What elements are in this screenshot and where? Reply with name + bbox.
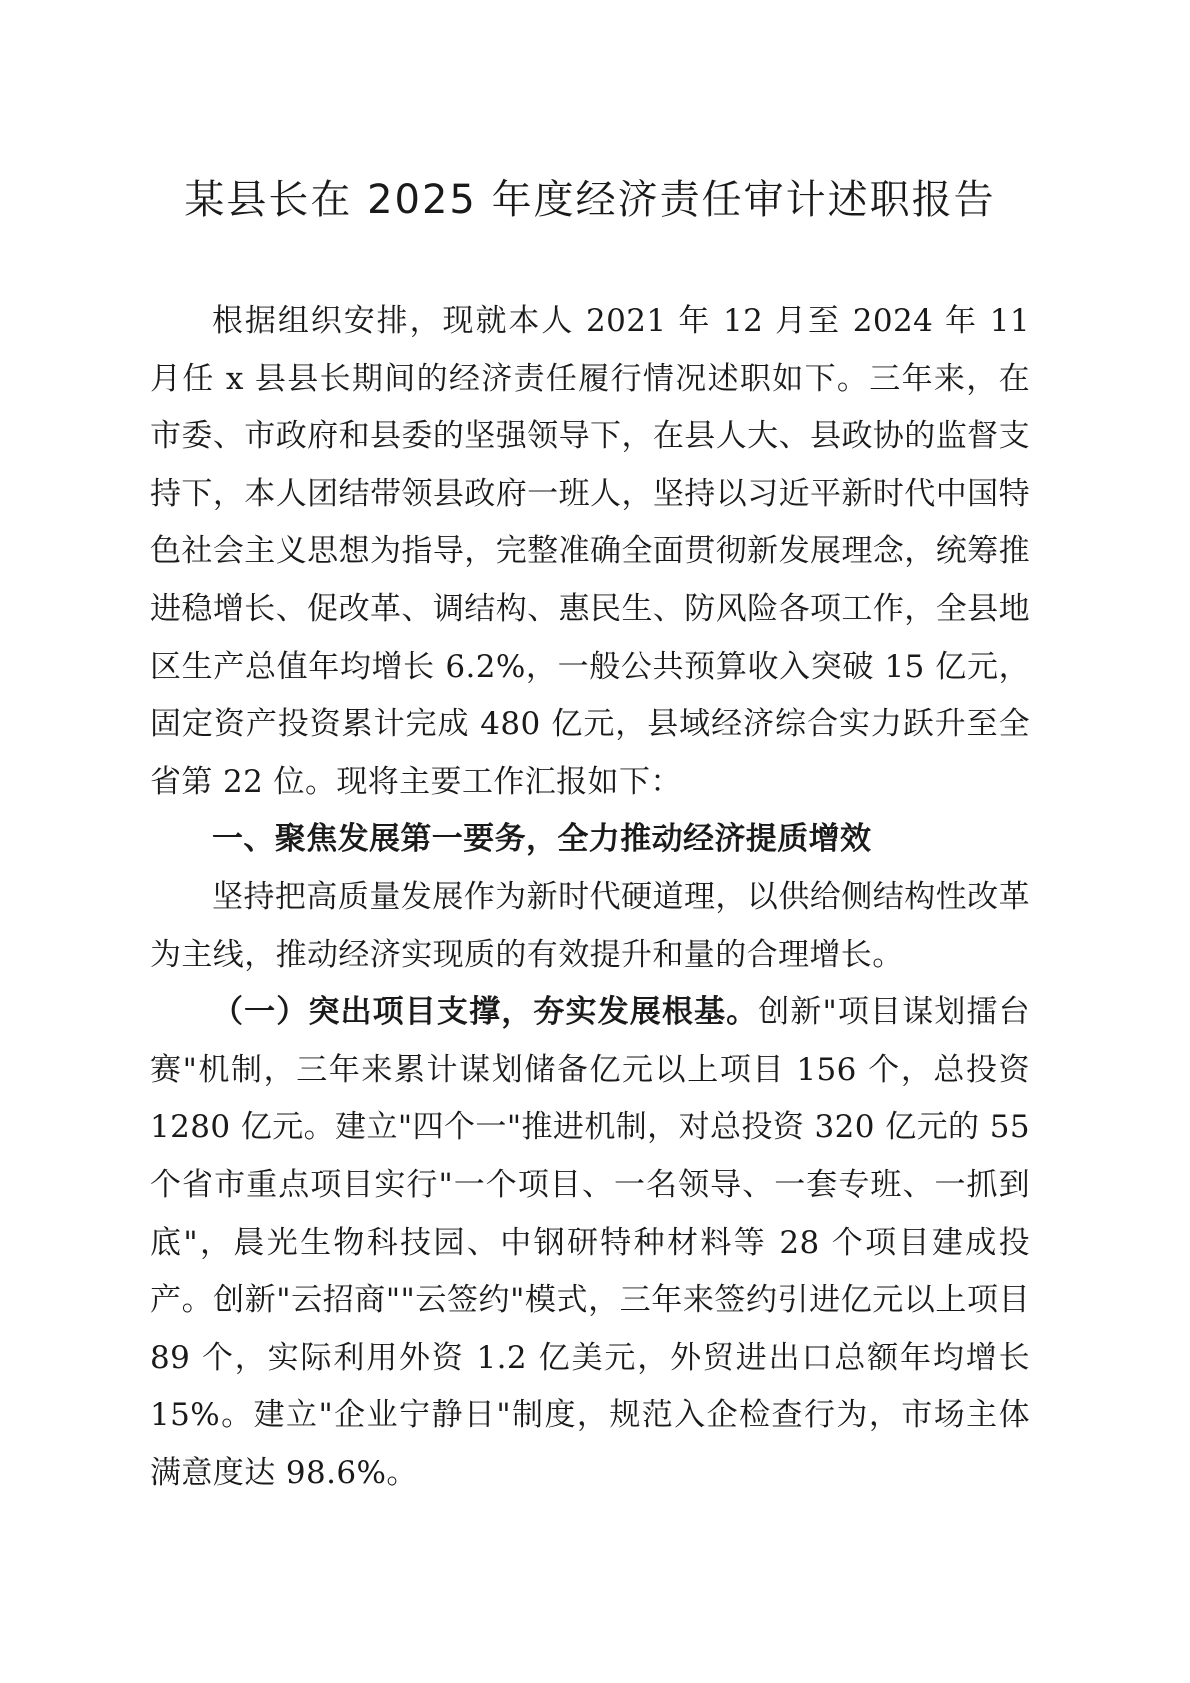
subsection-1-text: 创新"项目谋划擂台赛"机制，三年来累计谋划储备亿元以上项目 156 个，总投资 1280 亿元。建立"四个一"推进机制，对总投资 320 亿元的 55 个省市重点项目实行"一个项目、一名领导、一套专班、一抓到底"，晨光生物科技园、中钢研特种材料等 28 个项目建成投产。创新"云招商""云签约"模式，三年来签约引进亿元以上项目 89 个，实际利用外资 1.2 亿美元，外贸进出口总额年均增长 15%。建立"企业宁静日"制度，规范入企检查行为，市场主体满意度达 98.6%。 [150,994,1030,1491]
section-1-heading: 一、聚焦发展第一要务，全力推动经济提质增效 [212,821,872,858]
document-body [150,293,1030,1502]
intro-paragraph: 根据组织安排，现就本人 2021 年 12 月至 2024 年 11 月任 x 县县长期间的经济责任履行情况述职如下。三年来，在市委、市政府和县委的坚强领导下，在县人大、县政协的监督支持下，本人团结带领县政府一班人，坚持以习近平新时代中国特色社会主义思想为指导，完整准确全面贯彻新发展理念，统筹推进稳增长、促改革、调结构、惠民生、防风险各项工作，全县地区生产总值年均增长 6.2%，一般公共预算收入突破 15 亿元，固定资产投资累计完成 480 亿元，县域经济综合实力跃升至全省第 22 位。现将主要工作汇报如下： [150,303,1030,800]
subsection-1-paragraph [150,984,1030,1502]
document-title: 某县长在 2025 年度经济责任审计述职报告 [184,177,996,223]
section-1-lead-paragraph: 坚持把高质量发展作为新时代硬道理，以供给侧结构性改革为主线，推动经济实现质的有效提升和量的合理增长。 [150,878,1030,973]
subsection-1-title: （一）突出项目支撑，夯实发展根基。 [212,994,759,1031]
